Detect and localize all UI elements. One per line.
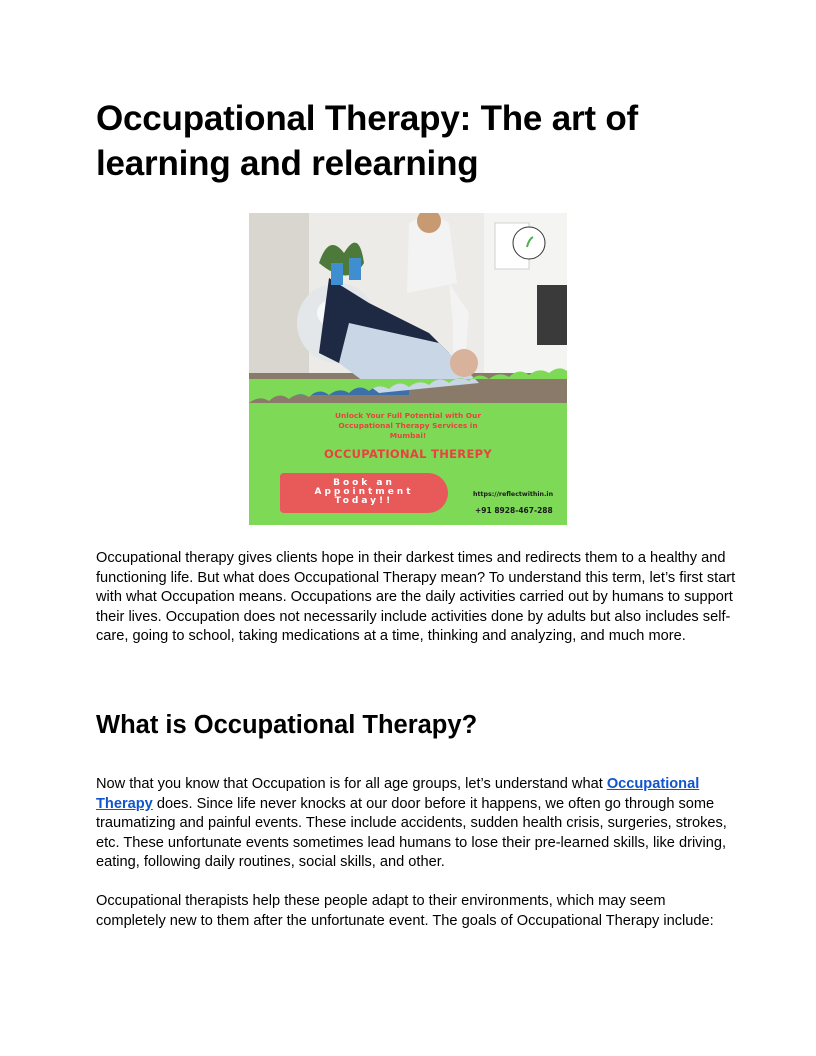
therapy-photo xyxy=(249,213,567,403)
occupational-therapy-link[interactable]: Occupational Therapy xyxy=(96,776,700,812)
document-title: Occupational Therapy: The art of learning and relearning xyxy=(96,99,639,183)
hero-banner xyxy=(249,403,567,525)
document-page xyxy=(96,96,736,929)
banner-tagline: Unlock Your Full Potential with Our Occupational Therapy Services in Mumbai! xyxy=(335,411,481,440)
paragraph-text-after-link: does. Since life never knocks at our door before it happens, we often go through some traumatizing and painful events. These include accidents, sudden health crisis, surgeries, strokes, etc. These unfortunate events sometimes lead humans to lose their pre-learned skills, like driving, eating, following daily routines, social skills, and other. xyxy=(96,795,727,871)
phone-text: +91 8928-467-288 xyxy=(475,506,553,515)
paragraph-occupational-therapy xyxy=(96,775,736,873)
paragraph-text-before-link: Now that you know that Occupation is for all age groups, let’s understand what xyxy=(96,776,607,792)
intro-paragraph: Occupational therapy gives clients hope in their darkest times and redirects them to a healthy and functioning life. But what does Occupational Therapy mean? To understand this term, let’s first start with what Occupation means. Occupations are the daily activities carried out by humans to support their lives. Occupation does not necessarily include activities done by adults but also includes self-care, going to school, taking medications at a time, thinking and analyzing, and much more. xyxy=(96,550,736,645)
section-heading: What is Occupational Therapy? xyxy=(96,711,478,739)
paragraph-goals: Occupational therapists help these people adapt to their environments, which may seem completely new to them after the unfortunate event. The goals of Occupational Therapy include: xyxy=(96,893,714,929)
book-appointment-label: Book an Appointment Today!! xyxy=(314,478,414,506)
banner-heading: OCCUPATIONAL THEREPY xyxy=(324,447,492,461)
website-text: https://reflectwithin.in xyxy=(473,491,554,498)
book-appointment-button xyxy=(280,473,448,513)
hero-image xyxy=(249,213,567,525)
